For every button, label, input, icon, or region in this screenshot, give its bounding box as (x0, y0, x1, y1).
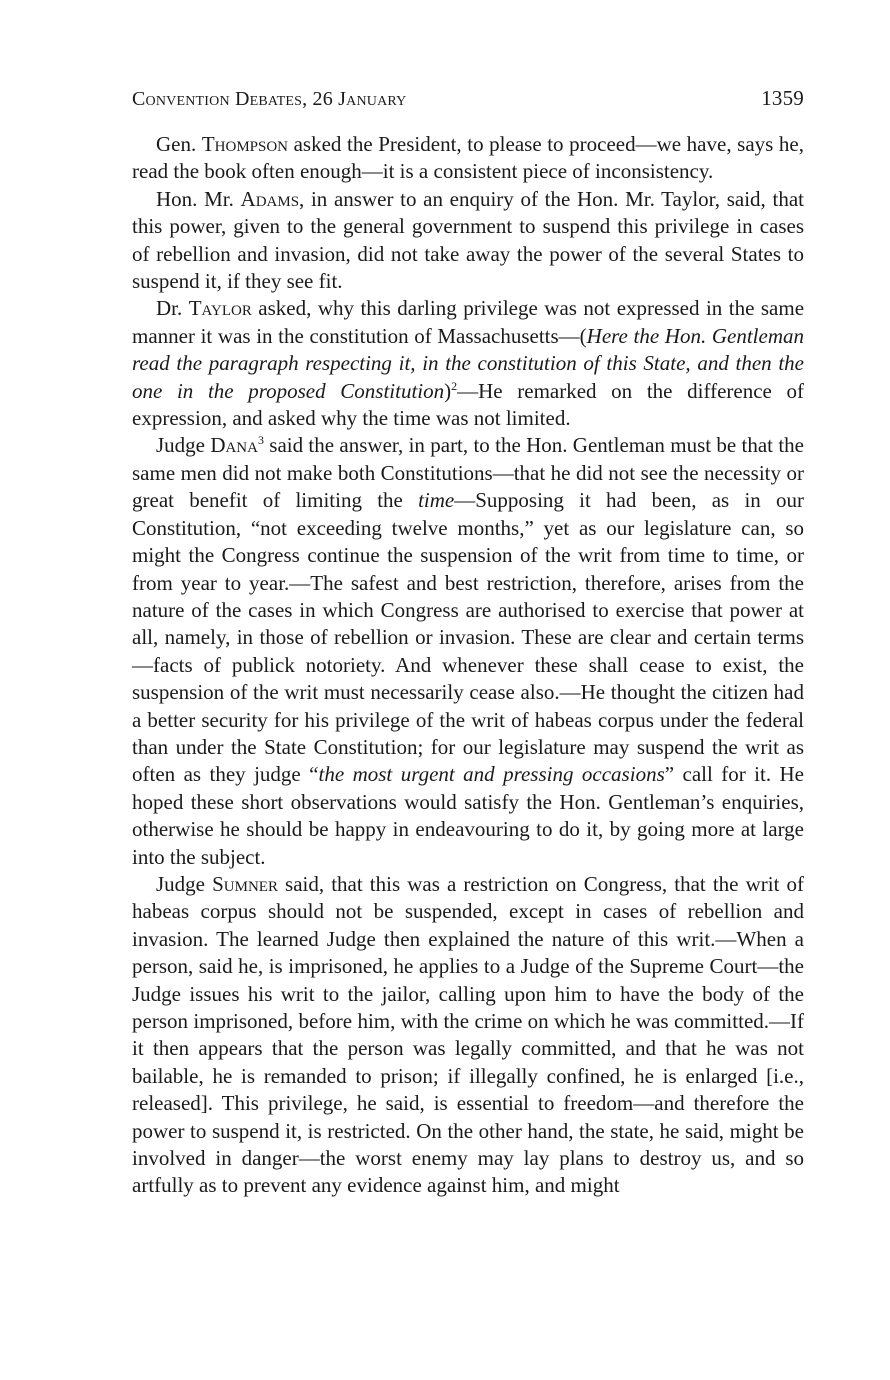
speaker-name-sumner: Sumner (212, 871, 278, 896)
italic-stage-direction: Here the Hon. Gentleman read the paragraph respecting it, in the constitution of this State, and then the one in the proposed Constitution (132, 323, 804, 403)
paragraph-text: —He remarked on the difference of expression, and asked why the time was not limited. (132, 378, 804, 431)
italic-quotation: the most urgent and pressing occasions (318, 762, 665, 787)
speaker-name-adams: Adams (240, 186, 300, 211)
paragraph-dana (132, 432, 804, 871)
page-number: 1359 (761, 86, 804, 110)
paragraph-text: asked the President, to please to proceed—we have, says he, read the book often enough—it is a consistent piece of inconsistency. (132, 132, 804, 184)
paragraph-text: said the answer, in part, to the Hon. Gentleman must be that the same men did not make both Constitutions—that he did not see the necessity or great benefit of limiting the (132, 433, 804, 513)
speaker-prefix: Gen. (156, 132, 202, 156)
body-text (132, 131, 804, 1200)
paragraph-text: ” call for it. He hoped these short observations would satisfy the Hon. Gentleman’s enquiries, otherwise he should be happy in endeavouring to do it, by going more at large into the subject. (132, 762, 804, 869)
paragraph-text: asked, why this darling privilege was not expressed in the same manner it was in the constitution of Massachusetts—( (132, 296, 805, 348)
footnote-marker[interactable]: 3 (257, 433, 264, 448)
running-head (132, 86, 804, 111)
speaker-name-thompson: Thompson (201, 132, 289, 156)
italic-emphasis: time (418, 488, 455, 513)
running-head-title: Convention Debates, 26 January (132, 88, 407, 110)
paragraph-text: ) (444, 378, 452, 403)
speaker-prefix: Judge (156, 871, 213, 896)
paragraph-thompson (132, 131, 804, 186)
paragraph-sumner (132, 871, 804, 1200)
paragraph-text: said, that this was a restriction on Congress, that the writ of habeas corpus should not be suspended, except in cases of rebellion and invasion. The learned Judge then explained the nature of this writ.—When a person, said he, is imprisoned, he applies to a Judge of the Supreme Court—the Judge issues his writ to the jailor, calling upon him to have the body of the person imprisoned, before him, with the crime on which he was committed.—If it then appears that the person was legally committed, and that he was not bailable, he is remanded to prison; if illegally confined, he is enlarged [i.e., released]. This privilege, he said, is essential to freedom—and therefore the power to suspend it, is restricted. On the other hand, the state, he said, might be involved in danger—the worst enemy may lay plans to destroy us, and so artfully as to prevent any evidence against him, and might (132, 871, 804, 1198)
paragraph-taylor (132, 295, 804, 432)
speaker-name-taylor: Taylor (188, 296, 252, 321)
speaker-name-dana: Dana (210, 433, 258, 458)
paragraph-text: —Supposing it had been, as in our Constitution, “not exceeding twelve months,” yet as our legislature can, so might the Congress continue the suspension of the writ from time to time, or from year to year.—The safest and best restriction, therefore, arises from the nature of the cases in which Congress are authorised to exercise that power at all, namely, in those of rebellion or invasion. These are clear and certain terms—facts of publick notoriety. And whenever these shall cease to exist, the suspension of the writ must necessarily cease also.—He thought the citizen had a better security for his privilege of the writ of habeas corpus under the federal than under the State Constitution; for our legislature may suspend the writ as often as they judge “ (132, 488, 804, 787)
footnote-marker[interactable]: 2 (451, 378, 458, 393)
speaker-prefix: Judge (156, 433, 211, 458)
paragraph-text: , in answer to an enquiry of the Hon. Mr. Taylor, said, that this power, given to the general government to suspend this privilege in cases of rebellion and invasion, did not take away the power of the several States to suspend it, if they see fit. (132, 186, 804, 294)
speaker-prefix: Dr. (156, 296, 189, 321)
speaker-prefix: Hon. Mr. (156, 186, 241, 211)
paragraph-adams (132, 186, 804, 296)
